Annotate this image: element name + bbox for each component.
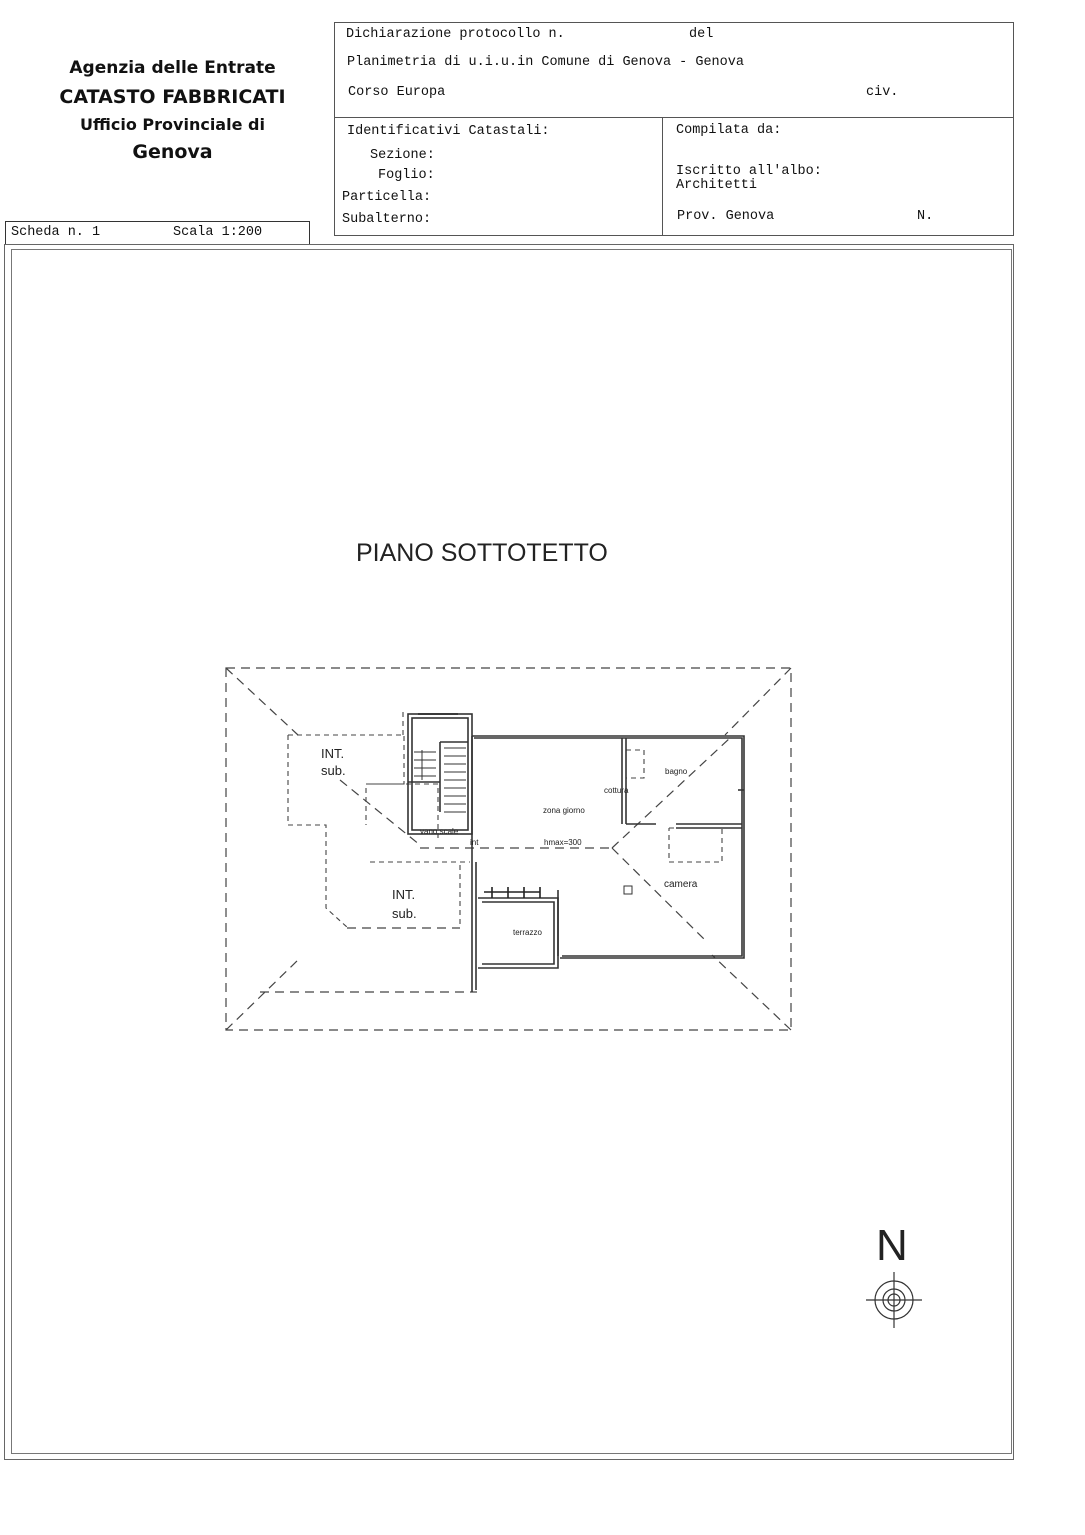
sub-label-1: sub. (321, 763, 346, 778)
plan-title: PIANO SOTTOTETTO (356, 539, 608, 567)
prov-label: Prov. Genova (677, 209, 775, 224)
dichiarazione-label: Dichiarazione protocollo n. (346, 27, 565, 42)
scala-label: Scala 1:200 (173, 225, 263, 240)
column-marker (624, 886, 632, 894)
scheda-label: Scheda n. 1 (11, 225, 101, 240)
roof-outline (226, 668, 791, 1030)
sub-label-2: sub. (392, 906, 417, 921)
window-marks (418, 714, 540, 898)
civ-label: civ. (866, 85, 899, 100)
camera-label: camera (664, 879, 698, 890)
address-label: Corso Europa (348, 85, 446, 100)
cottura-label: cottura (604, 786, 629, 795)
terrazzo-label: terrazzo (513, 928, 542, 937)
int-label-2: INT. (392, 887, 416, 902)
int-small-label: int (470, 838, 479, 847)
particella-label: Particella: (342, 190, 432, 205)
del-label: del (689, 27, 714, 42)
planimetria-label: Planimetria di u.i.u.in Comune di Genova - Genova (347, 55, 744, 70)
identificativi-title: Identificativi Catastali: (347, 124, 550, 139)
compilata-title: Compilata da: (676, 123, 782, 138)
n-label: N. (917, 209, 934, 224)
ufficio-city: Genova (132, 141, 213, 163)
bagno-label: bagno (665, 767, 688, 776)
north-label: N (876, 1221, 908, 1270)
agency-name: Agenzia delle Entrate (69, 58, 276, 78)
ufficio-label: Ufficio Provinciale di (80, 115, 265, 134)
subalterno-label: Subalterno: (342, 212, 432, 227)
vano-scale-label: vano scale (420, 827, 459, 836)
zona-giorno-label: zona giorno (543, 806, 585, 815)
albo-label: Architetti (676, 178, 758, 193)
int-label-1: INT. (321, 746, 345, 761)
iscritto-label: Iscritto all'albo: (676, 164, 822, 179)
catasto-title: CATASTO FABBRICATI (59, 86, 286, 108)
sezione-label: Sezione: (370, 148, 435, 163)
north-arrow-symbol (866, 1272, 922, 1328)
foglio-label: Foglio: (378, 168, 435, 183)
plan-labels (321, 746, 698, 937)
dashed-intermediate-areas (288, 712, 722, 928)
hmax-label: hmax=300 (544, 838, 582, 847)
